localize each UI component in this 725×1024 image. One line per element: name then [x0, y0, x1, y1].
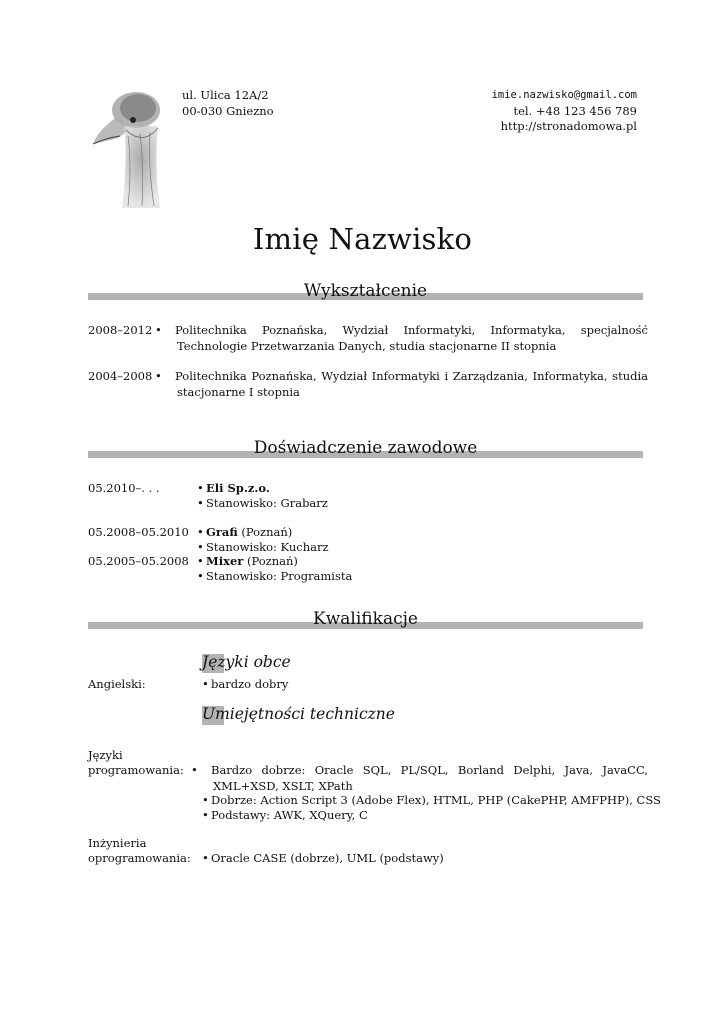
bullet-icon — [166, 323, 175, 337]
experience-company: • Mixer (Poznań) — [197, 553, 298, 569]
language-label: Angielski: — [88, 677, 146, 691]
bullet-icon — [202, 851, 211, 865]
bullet-icon — [166, 369, 175, 383]
phone: tel. +48 123 456 789 — [513, 104, 637, 118]
engineering-label-line2: oprogramowania: — [88, 851, 191, 865]
experience-company: • Eli Sp.z.o. — [197, 480, 270, 496]
bullet-icon — [197, 569, 206, 583]
experience-company: • Grafi (Poznań) — [197, 524, 292, 540]
education-text: Politechnika Poznańska, Wydział Informatyki, Informatyka, specjalność Technologie Przetwarzania Danych, studia stacjonarne II stopnia — [175, 323, 648, 353]
section-title-skills: Kwalifikacje — [313, 609, 418, 629]
subsection-title-languages: Języki obce — [202, 653, 291, 671]
engineering-label-line1: Inżynieria — [88, 836, 147, 850]
education-item — [166, 368, 648, 400]
bullet-icon — [197, 540, 206, 554]
education-dates: 2004–2008 — [88, 369, 153, 383]
bullet-icon — [197, 554, 206, 568]
profile-photo — [88, 86, 174, 208]
skill-item: • Oracle CASE (dobrze), UML (podstawy) — [202, 850, 444, 866]
experience-position: • Stanowisko: Programista — [197, 568, 352, 584]
experience-dates: 05.2008–05.2010 — [88, 525, 189, 539]
bullet-icon — [202, 763, 211, 777]
experience-position: • Stanowisko: Kucharz — [197, 539, 329, 555]
education-text: Politechnika Poznańska, Wydział Informatyki i Zarządzania, Informatyka, studia stacjonarne I stopnia — [175, 369, 648, 399]
experience-dates: 05.2005–05.2008 — [88, 554, 189, 568]
website-link[interactable]: http://stronadomowa.pl — [500, 119, 637, 133]
bullet-icon — [202, 808, 211, 822]
bullet-icon — [197, 481, 206, 495]
address-line1: ul. Ulica 12A/2 — [182, 88, 269, 102]
experience-dates: 05.2010–. . . — [88, 481, 160, 495]
page-title: Imię Nazwisko — [252, 222, 473, 256]
bullet-icon — [197, 496, 206, 510]
bullet-icon — [202, 677, 211, 691]
address-line2: 00-030 Gniezno — [182, 104, 274, 118]
email-link[interactable]: imie.nazwisko@gmail.com — [491, 89, 637, 101]
skill-item: • Dobrze: Action Script 3 (Adobe Flex), HTML, PHP (CakePHP, AMFPHP), CSS — [202, 792, 661, 808]
programming-label-line1: Języki — [88, 748, 123, 762]
section-title-education: Wykształcenie — [303, 281, 428, 301]
education-item — [166, 322, 648, 354]
skill-item: • Bardzo dobrze: Oracle SQL, PL/SQL, Borland Delphi, Java, JavaCC, XML+XSD, XSLT, XPath — [202, 762, 648, 794]
experience-position: • Stanowisko: Grabarz — [197, 495, 328, 511]
education-dates: 2008–2012 — [88, 323, 153, 337]
bullet-icon — [202, 793, 211, 807]
language-level: • bardzo dobry — [202, 676, 288, 692]
bullet-icon — [197, 525, 206, 539]
subsection-title-technical: Umiejętności techniczne — [202, 705, 395, 723]
programming-label-line2: programowania: — [88, 763, 184, 777]
skill-item: • Podstawy: AWK, XQuery, C — [202, 807, 368, 823]
section-title-experience: Doświadczenie zawodowe — [253, 438, 478, 458]
